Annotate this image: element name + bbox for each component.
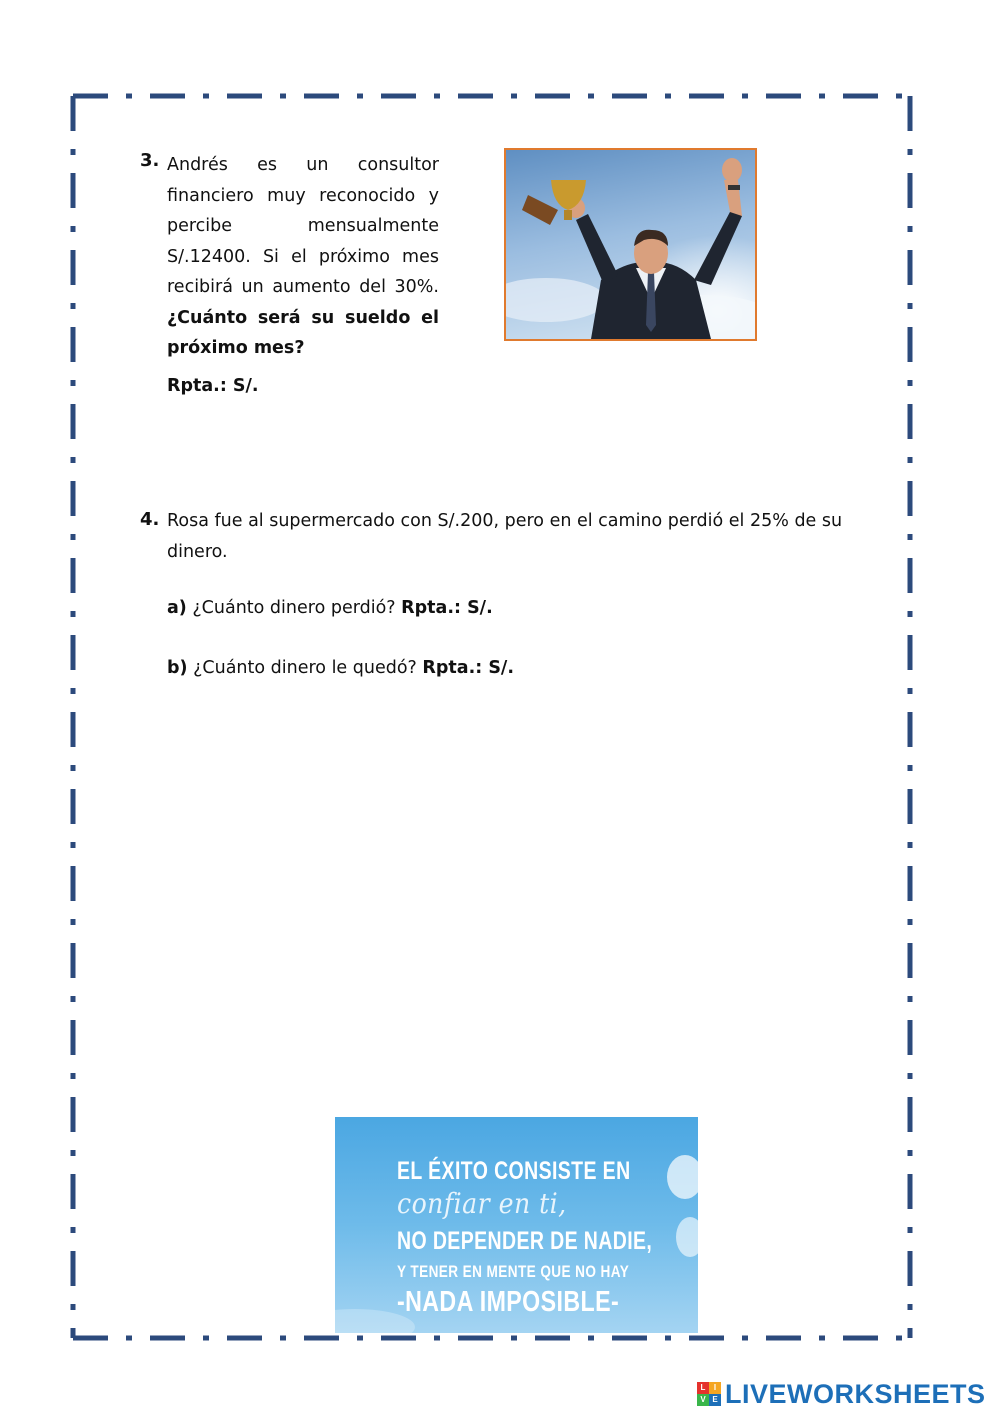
logo-icon-letter: V bbox=[697, 1394, 709, 1406]
question-4-text: Rosa fue al supermercado con S/.200, pero en el camino perdió el 25% de su dinero. bbox=[167, 511, 843, 562]
question-4a-answer-label: Rpta.: S/. bbox=[401, 598, 493, 618]
liveworksheets-icon bbox=[697, 1382, 721, 1406]
trophy-businessman-illustration bbox=[506, 150, 755, 339]
logo-icon-letter: I bbox=[709, 1382, 721, 1394]
question-4a-question: ¿Cuánto dinero perdió? bbox=[192, 598, 396, 618]
quote-line-1: EL ÉXITO CONSISTE EN bbox=[397, 1157, 631, 1185]
question-4a bbox=[167, 598, 493, 618]
question-3-question: ¿Cuánto será su sueldo el próximo mes? bbox=[167, 307, 439, 358]
liveworksheets-logo[interactable] bbox=[697, 1378, 986, 1410]
quote-line-3: NO DEPENDER DE NADIE, bbox=[397, 1227, 653, 1255]
quote-line-2: confiar en ti, bbox=[397, 1187, 567, 1220]
question-3-text: Andrés es un consultor financiero muy reconocido y percibe mensualmente S/.12400. Si el próximo mes recibirá un aumento del 30%. bbox=[167, 155, 439, 297]
question-4b-answer-label: Rpta.: S/. bbox=[422, 658, 514, 678]
question-4b-letter: b) bbox=[167, 658, 188, 678]
question-4b-question: ¿Cuánto dinero le quedó? bbox=[193, 658, 417, 678]
question-4a-letter: a) bbox=[167, 598, 187, 618]
question-3-body bbox=[167, 150, 439, 364]
liveworksheets-brand-text: LIVEWORKSHEETS bbox=[725, 1378, 986, 1409]
motivational-quote-image bbox=[335, 1117, 698, 1333]
logo-icon-letter: E bbox=[709, 1394, 721, 1406]
question-4b bbox=[167, 658, 514, 678]
question-3-answer-label: Rpta.: S/. bbox=[167, 376, 259, 396]
quote-line-5: -NADA IMPOSIBLE- bbox=[397, 1286, 620, 1318]
quote-line-4: Y TENER EN MENTE QUE NO HAY bbox=[397, 1262, 630, 1281]
question-3-number: 3. bbox=[140, 150, 160, 171]
trophy-businessman-photo bbox=[504, 148, 757, 341]
logo-icon-letter: L bbox=[697, 1382, 709, 1394]
question-4-number: 4. bbox=[140, 509, 160, 530]
